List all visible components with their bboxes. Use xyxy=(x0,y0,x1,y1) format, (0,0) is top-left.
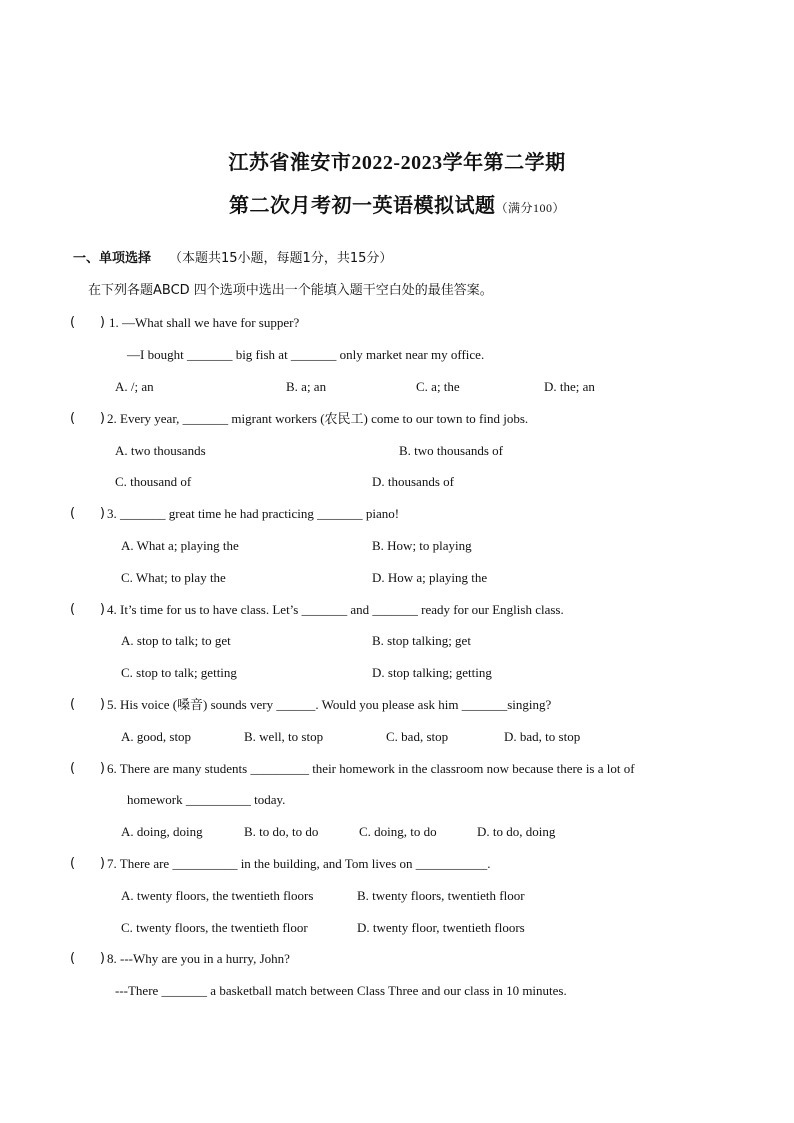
section-heading xyxy=(73,250,392,268)
question-stem: 8. ---Why are you in a hurry, John? xyxy=(107,951,290,966)
answer-bracket: ( ) xyxy=(70,761,105,776)
option-b: B. to do, to do xyxy=(244,824,319,839)
option-a: A. /; an xyxy=(115,379,154,394)
option-c: C. thousand of xyxy=(115,474,192,489)
option-d: D. to do, doing xyxy=(477,824,556,839)
question-stem: 2. Every year, _______ migrant workers (农民工) come to our town to find jobs. xyxy=(107,411,529,426)
option-d: D. How a; playing the xyxy=(372,570,488,585)
option-b: B. a; an xyxy=(286,379,327,394)
answer-bracket: ( ) xyxy=(70,506,105,521)
option-d: D. twenty floor, twentieth floors xyxy=(357,920,525,935)
section-title: 一、单项选择 xyxy=(73,251,152,266)
question-stem: 1. —What shall we have for supper? xyxy=(109,315,300,330)
document-title-line2 xyxy=(0,189,794,218)
option-a: A. two thousands xyxy=(115,443,206,458)
question-stem: 5. His voice (嗓音) sounds very ______. Would you please ask him _______singing? xyxy=(107,697,552,712)
full-score-note: （满分100） xyxy=(495,201,565,215)
option-b: B. twenty floors, twentieth floor xyxy=(357,888,525,903)
answer-bracket: ( ) xyxy=(70,951,105,966)
option-d: D. bad, to stop xyxy=(504,729,581,744)
option-d: D. the; an xyxy=(544,379,595,394)
question-stem-continued: —I bought _______ big fish at _______ only market near my office. xyxy=(127,347,485,362)
option-a: A. What a; playing the xyxy=(121,538,239,553)
question-stem-continued: ---There _______ a basketball match between Class Three and our class in 10 minutes. xyxy=(115,983,567,998)
answer-bracket: ( ) xyxy=(70,856,105,871)
option-c: C. twenty floors, the twentieth floor xyxy=(121,920,308,935)
option-a: A. twenty floors, the twentieth floors xyxy=(121,888,314,903)
option-d: D. stop talking; getting xyxy=(372,665,492,680)
option-a: A. stop to talk; to get xyxy=(121,633,231,648)
option-d: D. thousands of xyxy=(372,474,454,489)
document-subtitle: 第二次月考初一英语模拟试题 xyxy=(228,195,496,217)
answer-bracket: ( ) xyxy=(70,411,105,426)
question-stem: 7. There are __________ in the building, and Tom lives on ___________. xyxy=(107,856,491,871)
option-c: C. stop to talk; getting xyxy=(121,665,237,680)
option-b: B. well, to stop xyxy=(244,729,324,744)
section-note: （本题共15小题，每题1分，共15分） xyxy=(169,251,393,266)
option-b: B. two thousands of xyxy=(399,443,503,458)
option-b: B. How; to playing xyxy=(372,538,472,553)
option-c: C. What; to play the xyxy=(121,570,226,585)
option-c: C. bad, stop xyxy=(386,729,449,744)
question-stem-continued: homework __________ today. xyxy=(127,792,286,807)
option-a: A. doing, doing xyxy=(121,824,203,839)
document-title-line1: 江苏省淮安市2022-2023学年第二学期 xyxy=(228,152,566,174)
option-b: B. stop talking; get xyxy=(372,633,471,648)
answer-bracket: ( ) xyxy=(70,697,105,712)
answer-bracket: ( ) xyxy=(70,315,105,330)
option-c: C. doing, to do xyxy=(359,824,437,839)
question-stem: 4. It’s time for us to have class. Let’s _______ and _______ ready for our English class. xyxy=(107,602,564,617)
answer-bracket: ( ) xyxy=(70,602,105,617)
option-a: A. good, stop xyxy=(121,729,192,744)
section-instruction: 在下列各题ABCD 四个选项中选出一个能填入题干空白处的最佳答案。 xyxy=(88,283,493,298)
option-c: C. a; the xyxy=(416,379,460,394)
question-stem: 6. There are many students _________ their homework in the classroom now because there is a lot of xyxy=(107,761,635,776)
question-stem: 3. _______ great time he had practicing _______ piano! xyxy=(107,506,400,521)
